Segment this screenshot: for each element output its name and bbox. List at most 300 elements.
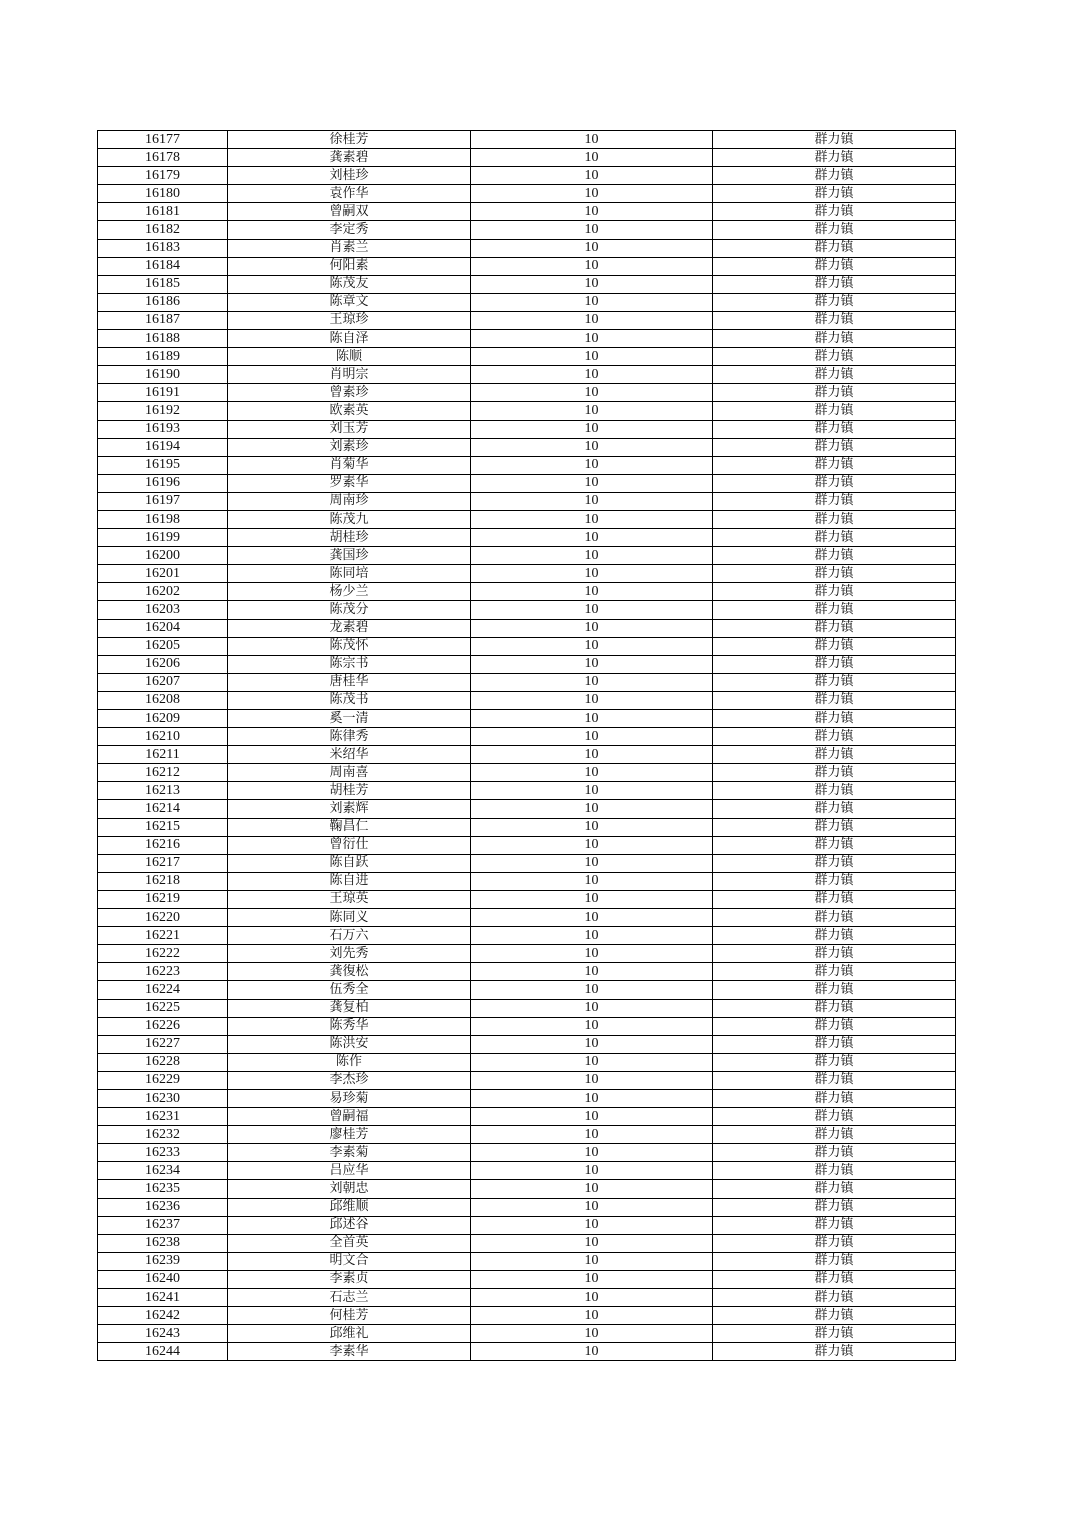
row-amount-cell: 10 [471, 1289, 713, 1307]
table-row [98, 1198, 956, 1216]
row-town-cell: 群力镇 [713, 185, 956, 203]
table-row [98, 1126, 956, 1144]
row-id-cell: 16231 [98, 1108, 228, 1126]
row-name-cell: 易珍菊 [228, 1089, 471, 1107]
row-name-cell: 石万六 [228, 927, 471, 945]
row-id-cell: 16234 [98, 1162, 228, 1180]
row-amount-cell: 10 [471, 185, 713, 203]
table-row [98, 221, 956, 239]
row-id-cell: 16184 [98, 257, 228, 275]
row-name-cell: 欧素英 [228, 402, 471, 420]
row-id-cell: 16232 [98, 1126, 228, 1144]
table-row [98, 510, 956, 528]
table-row [98, 1289, 956, 1307]
row-name-cell: 陈茂分 [228, 601, 471, 619]
row-id-cell: 16192 [98, 402, 228, 420]
table-row [98, 1144, 956, 1162]
row-town-cell: 群力镇 [713, 529, 956, 547]
row-id-cell: 16198 [98, 510, 228, 528]
row-amount-cell: 10 [471, 1053, 713, 1071]
table-row [98, 673, 956, 691]
table-row [98, 746, 956, 764]
row-name-cell: 廖桂芳 [228, 1126, 471, 1144]
row-name-cell: 李素菊 [228, 1144, 471, 1162]
table-row [98, 185, 956, 203]
row-id-cell: 16230 [98, 1089, 228, 1107]
row-amount-cell: 10 [471, 601, 713, 619]
row-town-cell: 群力镇 [713, 492, 956, 510]
table-row [98, 800, 956, 818]
row-town-cell: 群力镇 [713, 131, 956, 149]
table-row [98, 529, 956, 547]
row-amount-cell: 10 [471, 510, 713, 528]
row-name-cell: 陈茂书 [228, 691, 471, 709]
row-name-cell: 龙素碧 [228, 619, 471, 637]
table-row [98, 909, 956, 927]
table-row [98, 1307, 956, 1325]
row-town-cell: 群力镇 [713, 565, 956, 583]
row-name-cell: 陈宗书 [228, 655, 471, 673]
row-amount-cell: 10 [471, 981, 713, 999]
row-amount-cell: 10 [471, 1307, 713, 1325]
row-name-cell: 刘素珍 [228, 438, 471, 456]
row-id-cell: 16190 [98, 366, 228, 384]
row-id-cell: 16219 [98, 890, 228, 908]
row-name-cell: 陈顺 [228, 348, 471, 366]
table-row [98, 1071, 956, 1089]
row-amount-cell: 10 [471, 1216, 713, 1234]
row-town-cell: 群力镇 [713, 1325, 956, 1343]
row-id-cell: 16203 [98, 601, 228, 619]
table-row [98, 402, 956, 420]
row-name-cell: 刘先秀 [228, 945, 471, 963]
row-name-cell: 李素华 [228, 1343, 471, 1361]
row-name-cell: 邱维顺 [228, 1198, 471, 1216]
row-name-cell: 徐桂芳 [228, 131, 471, 149]
row-id-cell: 16181 [98, 203, 228, 221]
row-name-cell: 刘素辉 [228, 800, 471, 818]
table-row [98, 1017, 956, 1035]
row-amount-cell: 10 [471, 311, 713, 329]
row-amount-cell: 10 [471, 782, 713, 800]
row-name-cell: 王琼英 [228, 890, 471, 908]
row-town-cell: 群力镇 [713, 456, 956, 474]
row-town-cell: 群力镇 [713, 583, 956, 601]
row-name-cell: 肖菊华 [228, 456, 471, 474]
row-id-cell: 16212 [98, 764, 228, 782]
row-town-cell: 群力镇 [713, 366, 956, 384]
roster-table [97, 130, 956, 1361]
row-id-cell: 16211 [98, 746, 228, 764]
table-row [98, 311, 956, 329]
row-amount-cell: 10 [471, 1162, 713, 1180]
row-town-cell: 群力镇 [713, 384, 956, 402]
row-town-cell: 群力镇 [713, 402, 956, 420]
row-name-cell: 龚国珍 [228, 547, 471, 565]
row-town-cell: 群力镇 [713, 203, 956, 221]
roster-body [98, 131, 956, 1361]
row-amount-cell: 10 [471, 348, 713, 366]
row-name-cell: 李定秀 [228, 221, 471, 239]
row-amount-cell: 10 [471, 257, 713, 275]
row-town-cell: 群力镇 [713, 1144, 956, 1162]
row-town-cell: 群力镇 [713, 909, 956, 927]
row-amount-cell: 10 [471, 529, 713, 547]
row-id-cell: 16215 [98, 818, 228, 836]
row-id-cell: 16226 [98, 1017, 228, 1035]
row-amount-cell: 10 [471, 746, 713, 764]
row-town-cell: 群力镇 [713, 619, 956, 637]
row-town-cell: 群力镇 [713, 601, 956, 619]
row-amount-cell: 10 [471, 221, 713, 239]
row-name-cell: 全首英 [228, 1234, 471, 1252]
row-amount-cell: 10 [471, 1343, 713, 1361]
row-amount-cell: 10 [471, 909, 713, 927]
row-name-cell: 陈律秀 [228, 728, 471, 746]
row-amount-cell: 10 [471, 619, 713, 637]
table-row [98, 492, 956, 510]
row-town-cell: 群力镇 [713, 1307, 956, 1325]
row-amount-cell: 10 [471, 963, 713, 981]
table-row [98, 583, 956, 601]
table-row [98, 330, 956, 348]
row-name-cell: 肖素兰 [228, 239, 471, 257]
row-name-cell: 王琼珍 [228, 311, 471, 329]
row-town-cell: 群力镇 [713, 981, 956, 999]
table-row [98, 1035, 956, 1053]
row-amount-cell: 10 [471, 1089, 713, 1107]
row-name-cell: 刘玉芳 [228, 420, 471, 438]
row-amount-cell: 10 [471, 131, 713, 149]
row-id-cell: 16222 [98, 945, 228, 963]
row-id-cell: 16202 [98, 583, 228, 601]
row-id-cell: 16242 [98, 1307, 228, 1325]
row-name-cell: 龚素碧 [228, 149, 471, 167]
row-town-cell: 群力镇 [713, 1252, 956, 1270]
row-amount-cell: 10 [471, 203, 713, 221]
row-town-cell: 群力镇 [713, 1035, 956, 1053]
row-amount-cell: 10 [471, 167, 713, 185]
row-id-cell: 16221 [98, 927, 228, 945]
row-id-cell: 16237 [98, 1216, 228, 1234]
row-amount-cell: 10 [471, 492, 713, 510]
table-row [98, 818, 956, 836]
row-name-cell: 吕应华 [228, 1162, 471, 1180]
row-id-cell: 16204 [98, 619, 228, 637]
row-town-cell: 群力镇 [713, 1289, 956, 1307]
row-amount-cell: 10 [471, 420, 713, 438]
row-amount-cell: 10 [471, 239, 713, 257]
row-id-cell: 16186 [98, 293, 228, 311]
table-row [98, 836, 956, 854]
row-amount-cell: 10 [471, 945, 713, 963]
table-row [98, 366, 956, 384]
table-row [98, 890, 956, 908]
table-row [98, 438, 956, 456]
row-town-cell: 群力镇 [713, 257, 956, 275]
row-amount-cell: 10 [471, 1252, 713, 1270]
row-name-cell: 米绍华 [228, 746, 471, 764]
row-name-cell: 陈自进 [228, 872, 471, 890]
row-town-cell: 群力镇 [713, 854, 956, 872]
row-id-cell: 16179 [98, 167, 228, 185]
row-amount-cell: 10 [471, 818, 713, 836]
table-row [98, 691, 956, 709]
table-row [98, 348, 956, 366]
row-id-cell: 16187 [98, 311, 228, 329]
row-id-cell: 16182 [98, 221, 228, 239]
table-row [98, 203, 956, 221]
row-name-cell: 李杰珍 [228, 1071, 471, 1089]
row-town-cell: 群力镇 [713, 872, 956, 890]
row-town-cell: 群力镇 [713, 836, 956, 854]
row-name-cell: 肖明宗 [228, 366, 471, 384]
row-amount-cell: 10 [471, 872, 713, 890]
row-amount-cell: 10 [471, 366, 713, 384]
row-town-cell: 群力镇 [713, 818, 956, 836]
row-name-cell: 胡桂珍 [228, 529, 471, 547]
row-town-cell: 群力镇 [713, 800, 956, 818]
row-town-cell: 群力镇 [713, 673, 956, 691]
row-amount-cell: 10 [471, 637, 713, 655]
row-name-cell: 周南珍 [228, 492, 471, 510]
row-name-cell: 鞠昌仁 [228, 818, 471, 836]
table-row [98, 1343, 956, 1361]
row-amount-cell: 10 [471, 1144, 713, 1162]
table-row [98, 257, 956, 275]
row-town-cell: 群力镇 [713, 1270, 956, 1288]
row-amount-cell: 10 [471, 1126, 713, 1144]
row-name-cell: 刘朝忠 [228, 1180, 471, 1198]
table-row [98, 710, 956, 728]
row-amount-cell: 10 [471, 728, 713, 746]
row-town-cell: 群力镇 [713, 221, 956, 239]
row-id-cell: 16241 [98, 1289, 228, 1307]
row-id-cell: 16189 [98, 348, 228, 366]
row-name-cell: 曾嗣双 [228, 203, 471, 221]
row-town-cell: 群力镇 [713, 655, 956, 673]
row-town-cell: 群力镇 [713, 311, 956, 329]
table-row [98, 456, 956, 474]
row-amount-cell: 10 [471, 1180, 713, 1198]
row-id-cell: 16225 [98, 999, 228, 1017]
row-name-cell: 杨少兰 [228, 583, 471, 601]
table-row [98, 872, 956, 890]
row-town-cell: 群力镇 [713, 1108, 956, 1126]
table-row [98, 1162, 956, 1180]
row-id-cell: 16209 [98, 710, 228, 728]
row-amount-cell: 10 [471, 1108, 713, 1126]
table-row [98, 927, 956, 945]
row-id-cell: 16183 [98, 239, 228, 257]
row-amount-cell: 10 [471, 1071, 713, 1089]
row-amount-cell: 10 [471, 800, 713, 818]
table-row [98, 981, 956, 999]
row-amount-cell: 10 [471, 456, 713, 474]
row-town-cell: 群力镇 [713, 547, 956, 565]
row-town-cell: 群力镇 [713, 330, 956, 348]
table-row [98, 565, 956, 583]
table-row [98, 1180, 956, 1198]
row-town-cell: 群力镇 [713, 1343, 956, 1361]
row-id-cell: 16229 [98, 1071, 228, 1089]
row-id-cell: 16201 [98, 565, 228, 583]
row-town-cell: 群力镇 [713, 149, 956, 167]
row-id-cell: 16199 [98, 529, 228, 547]
row-name-cell: 奚一清 [228, 710, 471, 728]
row-id-cell: 16216 [98, 836, 228, 854]
row-name-cell: 邱述谷 [228, 1216, 471, 1234]
table-row [98, 1325, 956, 1343]
row-id-cell: 16223 [98, 963, 228, 981]
row-name-cell: 唐桂华 [228, 673, 471, 691]
row-amount-cell: 10 [471, 330, 713, 348]
table-row [98, 601, 956, 619]
table-row [98, 384, 956, 402]
row-amount-cell: 10 [471, 927, 713, 945]
row-town-cell: 群力镇 [713, 510, 956, 528]
row-name-cell: 陈茂九 [228, 510, 471, 528]
row-name-cell: 龚復松 [228, 963, 471, 981]
table-row [98, 1089, 956, 1107]
row-name-cell: 陈同义 [228, 909, 471, 927]
row-name-cell: 龚复柏 [228, 999, 471, 1017]
row-amount-cell: 10 [471, 1198, 713, 1216]
row-id-cell: 16243 [98, 1325, 228, 1343]
row-town-cell: 群力镇 [713, 945, 956, 963]
table-row [98, 420, 956, 438]
row-id-cell: 16214 [98, 800, 228, 818]
row-amount-cell: 10 [471, 890, 713, 908]
row-id-cell: 16200 [98, 547, 228, 565]
row-town-cell: 群力镇 [713, 764, 956, 782]
row-town-cell: 群力镇 [713, 1216, 956, 1234]
row-name-cell: 陈自泽 [228, 330, 471, 348]
row-name-cell: 陈同培 [228, 565, 471, 583]
row-id-cell: 16196 [98, 474, 228, 492]
row-name-cell: 胡桂芳 [228, 782, 471, 800]
row-amount-cell: 10 [471, 583, 713, 601]
row-id-cell: 16239 [98, 1252, 228, 1270]
row-amount-cell: 10 [471, 655, 713, 673]
row-town-cell: 群力镇 [713, 1234, 956, 1252]
table-row [98, 547, 956, 565]
row-name-cell: 袁作华 [228, 185, 471, 203]
row-id-cell: 16238 [98, 1234, 228, 1252]
row-id-cell: 16227 [98, 1035, 228, 1053]
table-row [98, 854, 956, 872]
row-town-cell: 群力镇 [713, 1162, 956, 1180]
row-town-cell: 群力镇 [713, 999, 956, 1017]
row-amount-cell: 10 [471, 384, 713, 402]
row-id-cell: 16195 [98, 456, 228, 474]
row-amount-cell: 10 [471, 710, 713, 728]
row-town-cell: 群力镇 [713, 1180, 956, 1198]
row-town-cell: 群力镇 [713, 963, 956, 981]
row-amount-cell: 10 [471, 1234, 713, 1252]
table-row [98, 1216, 956, 1234]
row-amount-cell: 10 [471, 1017, 713, 1035]
row-name-cell: 李素贞 [228, 1270, 471, 1288]
row-amount-cell: 10 [471, 836, 713, 854]
row-id-cell: 16185 [98, 275, 228, 293]
table-row [98, 619, 956, 637]
row-name-cell: 曾素珍 [228, 384, 471, 402]
table-row [98, 945, 956, 963]
row-town-cell: 群力镇 [713, 1017, 956, 1035]
row-name-cell: 明文合 [228, 1252, 471, 1270]
table-row [98, 239, 956, 257]
row-amount-cell: 10 [471, 275, 713, 293]
row-id-cell: 16194 [98, 438, 228, 456]
row-id-cell: 16236 [98, 1198, 228, 1216]
row-id-cell: 16207 [98, 673, 228, 691]
row-amount-cell: 10 [471, 854, 713, 872]
row-town-cell: 群力镇 [713, 438, 956, 456]
row-name-cell: 何阳素 [228, 257, 471, 275]
row-town-cell: 群力镇 [713, 728, 956, 746]
row-amount-cell: 10 [471, 402, 713, 420]
row-amount-cell: 10 [471, 1325, 713, 1343]
row-name-cell: 陈茂友 [228, 275, 471, 293]
row-town-cell: 群力镇 [713, 1126, 956, 1144]
table-row [98, 1234, 956, 1252]
row-town-cell: 群力镇 [713, 927, 956, 945]
row-id-cell: 16240 [98, 1270, 228, 1288]
row-town-cell: 群力镇 [713, 637, 956, 655]
row-amount-cell: 10 [471, 565, 713, 583]
row-amount-cell: 10 [471, 764, 713, 782]
row-name-cell: 陈章文 [228, 293, 471, 311]
row-id-cell: 16244 [98, 1343, 228, 1361]
row-town-cell: 群力镇 [713, 782, 956, 800]
table-row [98, 131, 956, 149]
row-id-cell: 16224 [98, 981, 228, 999]
row-id-cell: 16233 [98, 1144, 228, 1162]
row-name-cell: 曾嗣福 [228, 1108, 471, 1126]
row-id-cell: 16193 [98, 420, 228, 438]
row-town-cell: 群力镇 [713, 293, 956, 311]
row-name-cell: 陈洪安 [228, 1035, 471, 1053]
row-amount-cell: 10 [471, 293, 713, 311]
table-row [98, 963, 956, 981]
row-amount-cell: 10 [471, 691, 713, 709]
row-id-cell: 16205 [98, 637, 228, 655]
row-name-cell: 陈茂怀 [228, 637, 471, 655]
table-row [98, 1053, 956, 1071]
row-amount-cell: 10 [471, 547, 713, 565]
table-row [98, 999, 956, 1017]
row-town-cell: 群力镇 [713, 239, 956, 257]
row-amount-cell: 10 [471, 438, 713, 456]
row-id-cell: 16217 [98, 854, 228, 872]
row-id-cell: 16206 [98, 655, 228, 673]
table-row [98, 764, 956, 782]
row-town-cell: 群力镇 [713, 890, 956, 908]
row-town-cell: 群力镇 [713, 746, 956, 764]
table-row [98, 149, 956, 167]
row-id-cell: 16228 [98, 1053, 228, 1071]
row-name-cell: 何桂芳 [228, 1307, 471, 1325]
table-row [98, 655, 956, 673]
row-id-cell: 16213 [98, 782, 228, 800]
row-name-cell: 伍秀全 [228, 981, 471, 999]
row-town-cell: 群力镇 [713, 691, 956, 709]
row-amount-cell: 10 [471, 149, 713, 167]
row-id-cell: 16220 [98, 909, 228, 927]
row-name-cell: 陈作 [228, 1053, 471, 1071]
row-name-cell: 曾衍仕 [228, 836, 471, 854]
